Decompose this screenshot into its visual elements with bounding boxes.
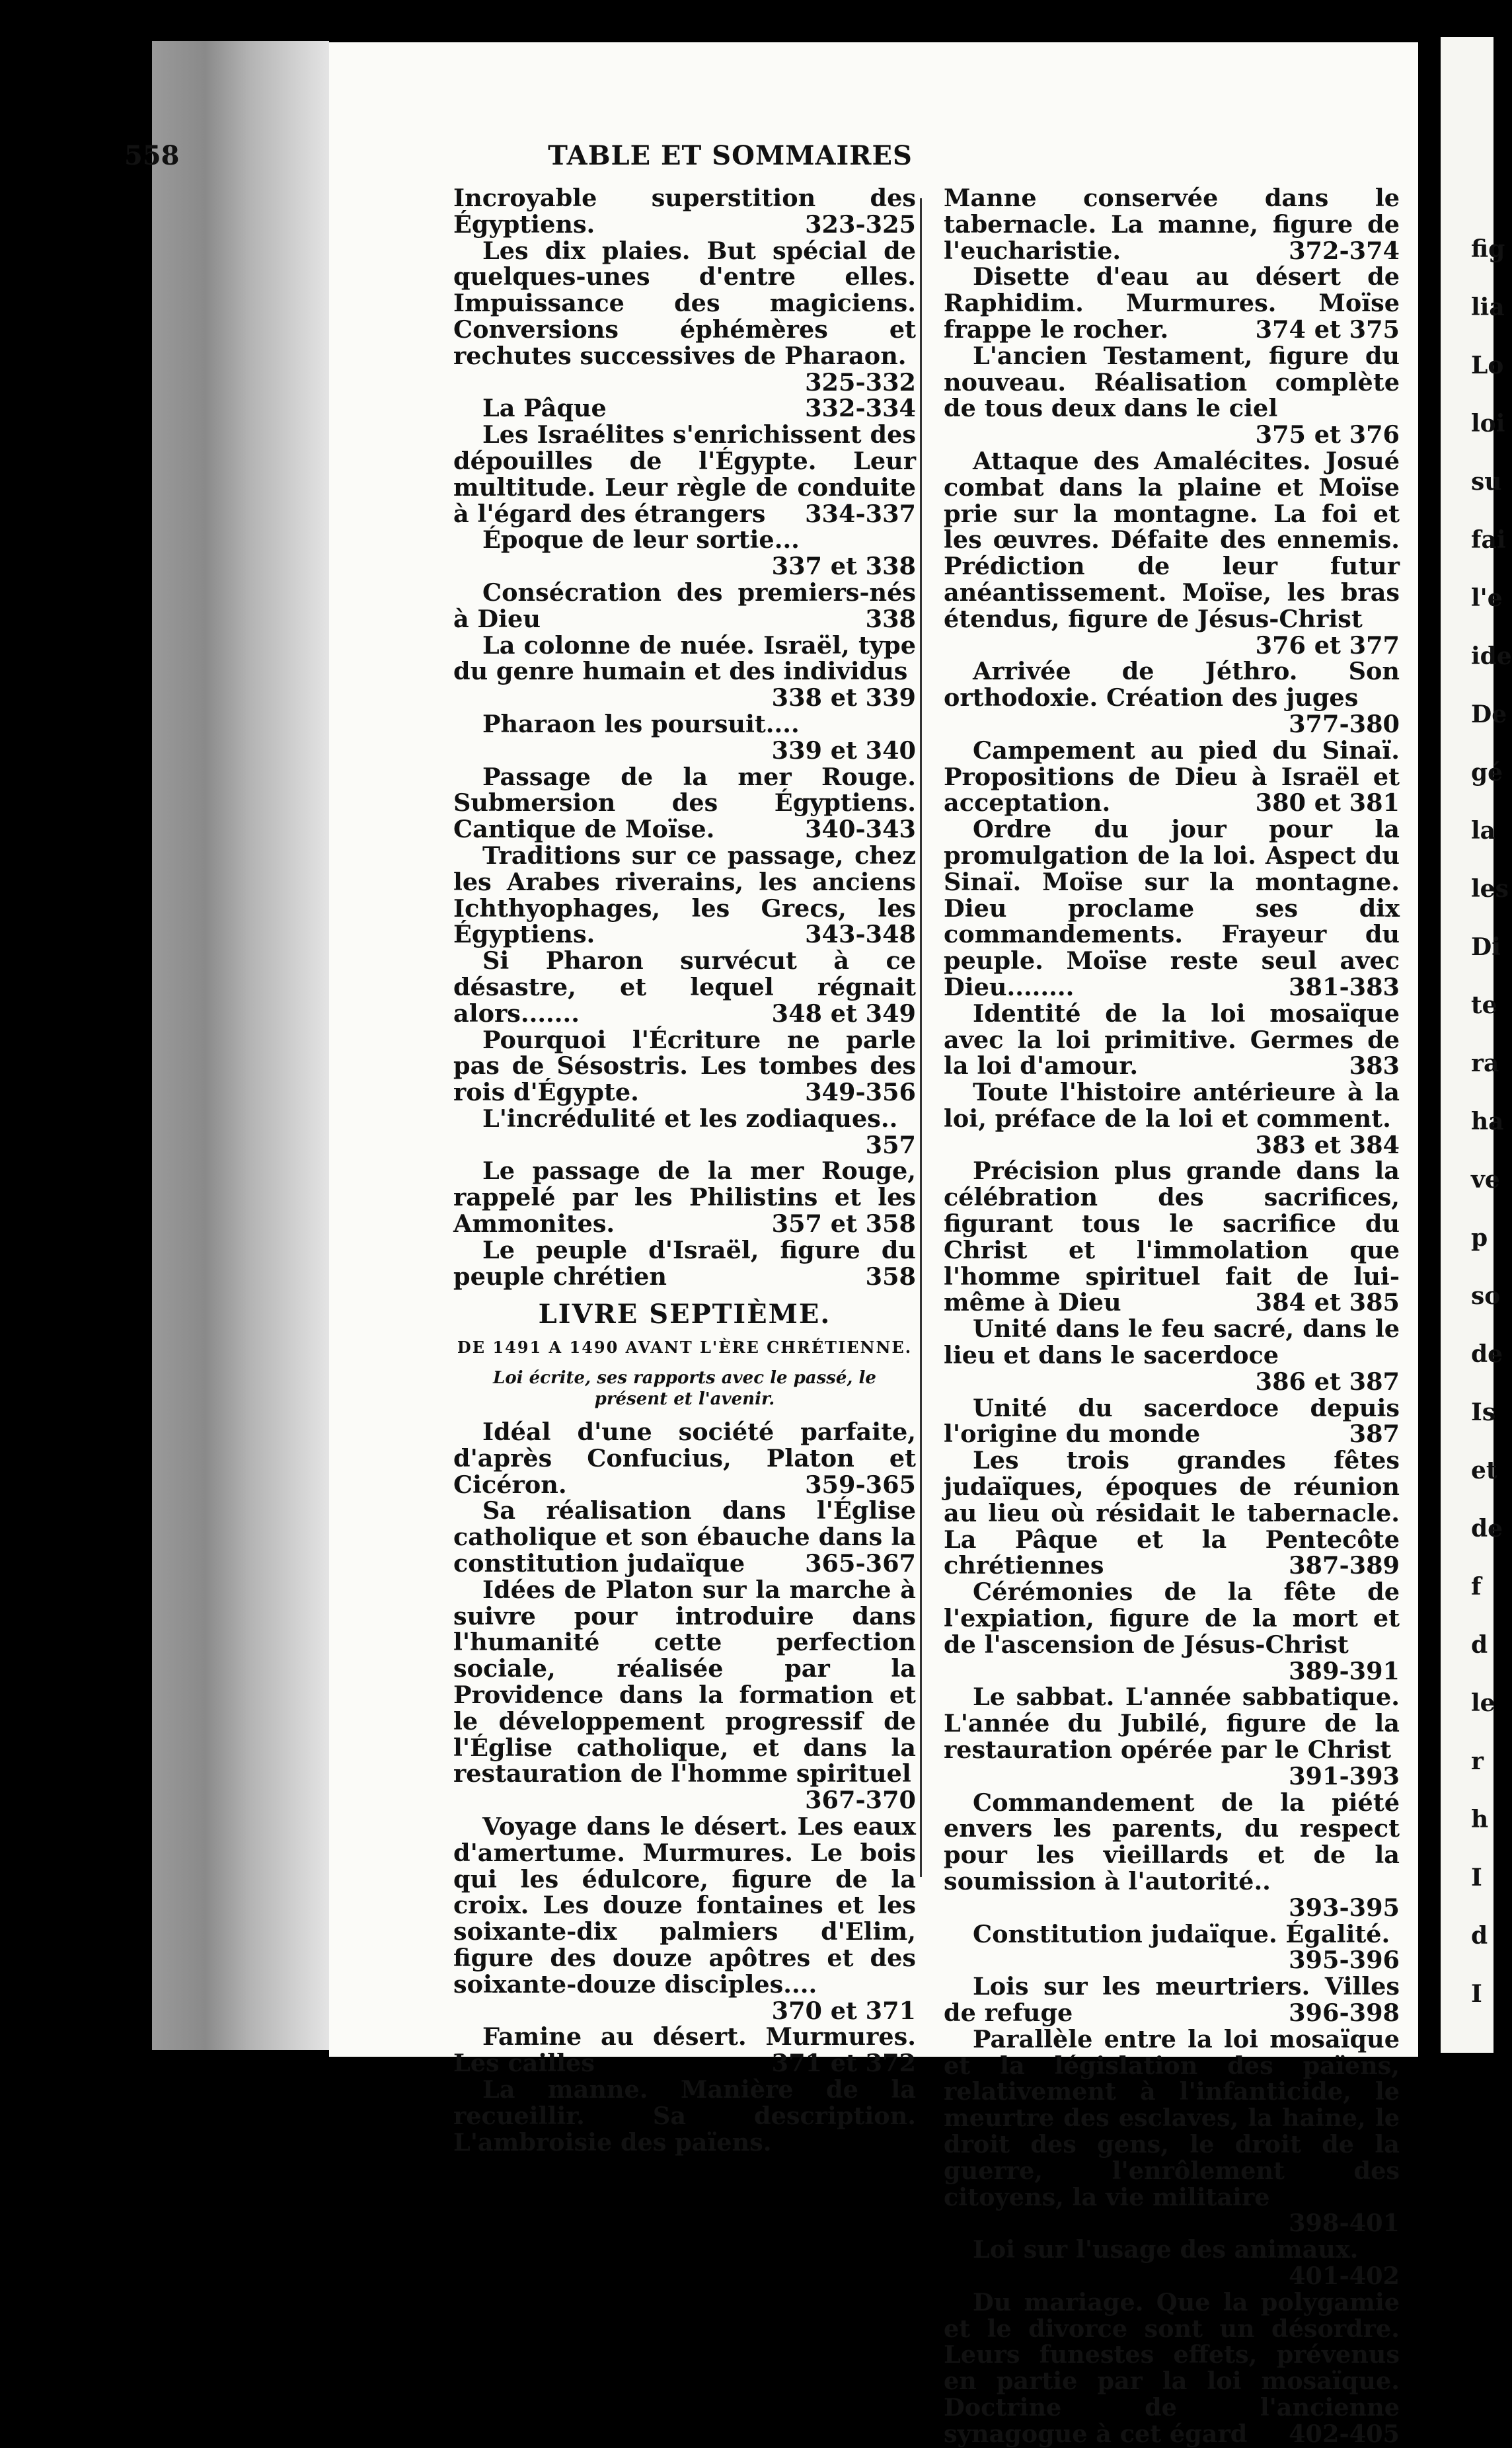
entry-page-ref: 348 et 349 bbox=[771, 999, 916, 1028]
index-entry bbox=[944, 2026, 1400, 2237]
entry-page-ref: 357 et 358 bbox=[771, 1209, 916, 1239]
index-entry bbox=[944, 738, 1400, 816]
entry-text: Idéal d'une société parfaite, d'après Confucius, Platon et Cicéron. bbox=[453, 1418, 916, 1499]
index-entry bbox=[453, 395, 916, 422]
entry-text: Du mariage. Que la polygamie et le divorce sont un désordre. Leurs funestes effets, prévenus en partie par la loi mosaïque. Doctrine de l'ancienne synagogue à cet égard bbox=[944, 2287, 1400, 2448]
running-title: TABLE ET SOMMAIRES bbox=[548, 140, 913, 171]
entry-page-ref: 375 et 376 bbox=[1255, 420, 1400, 449]
index-entry bbox=[453, 764, 916, 843]
entry-text: Traditions sur ce passage, chez les Arabes riverains, les anciens Ichthyophages, les Grecs, les Égyptiens. bbox=[453, 841, 916, 949]
index-entry bbox=[453, 1419, 916, 1498]
adjacent-page-fragment: ve bbox=[1471, 1166, 1500, 1194]
index-entry bbox=[944, 1158, 1400, 1316]
index-entry bbox=[944, 1973, 1400, 2026]
entry-page-ref: 396-398 bbox=[1289, 1998, 1400, 2027]
adjacent-page-fragment: ide bbox=[1471, 642, 1512, 670]
index-entry bbox=[453, 580, 916, 632]
adjacent-page-fragment: d bbox=[1471, 1922, 1488, 1950]
adjacent-page-fragment: f bbox=[1471, 1573, 1482, 1601]
entry-text: Arrivée de Jéthro. Son orthodoxie. Création des juges bbox=[944, 657, 1400, 712]
adjacent-page-fragment: ra bbox=[1471, 1050, 1499, 1077]
index-entry bbox=[453, 422, 916, 527]
entry-text: Manne conservée dans le tabernacle. La manne, figure de l'eucharistie. bbox=[944, 184, 1400, 265]
entry-page-ref: 372-374 bbox=[1289, 236, 1400, 265]
entry-text: Pourquoi l'Écriture ne parle pas de Sésostris. Les tombes des rois d'Égypte. bbox=[453, 1025, 916, 1107]
entry-page-ref: 338 bbox=[865, 604, 916, 633]
entry-text: Constitution judaïque. Égalité. bbox=[973, 1919, 1390, 1948]
index-entry bbox=[453, 1027, 916, 1106]
adjacent-page-fragment: r bbox=[1471, 1747, 1484, 1775]
entry-page-ref: 371 et 372 bbox=[771, 2049, 916, 2078]
entry-text: Incroyable superstition des Égyptiens. bbox=[453, 184, 916, 239]
entry-page-ref: 386 et 387 bbox=[1255, 1367, 1400, 1396]
adjacent-page-fragment: Di bbox=[1471, 933, 1501, 961]
adjacent-page-fragment: Is bbox=[1471, 1398, 1496, 1426]
index-entry bbox=[944, 1921, 1400, 1974]
adjacent-page-fragment: gé bbox=[1471, 759, 1503, 786]
index-entry bbox=[944, 264, 1400, 342]
entry-page-ref: 337 et 338 bbox=[771, 552, 916, 581]
section-subtitle: Loi écrite, ses rapports avec le passé, le présent et l'avenir. bbox=[493, 1368, 876, 1410]
index-entry bbox=[944, 1579, 1400, 1684]
page-number: 558 bbox=[124, 140, 180, 171]
index-entry bbox=[453, 2077, 916, 2155]
adjacent-page-fragment: fig bbox=[1471, 235, 1505, 263]
entry-text: Précision plus grande dans la célébration des sacrifices, figurant tous le sacrifice du Christ et l'immolation que l'homme spirituel fait de lui-même à Dieu bbox=[944, 1157, 1400, 1317]
adjacent-page-fragment: I bbox=[1471, 1864, 1482, 1892]
entry-text: Les dix plaies. But spécial de quelques-unes d'entre elles. Impuissance des magiciens. Conversions éphémères et rechutes successives de Pharaon. bbox=[453, 236, 916, 370]
entry-text: Voyage dans le désert. Les eaux d'amertume. Murmures. Le bois qui les édulcore, figure de la croix. Les douze fontaines et les soixante-dix palmiers d'Elim, figure des douze apôtres et des soixante-douze disciples.... bbox=[453, 1812, 916, 1999]
index-entry bbox=[944, 1790, 1400, 1921]
entry-text: Toute l'histoire antérieure à la loi, préface de la loi et comment. bbox=[944, 1078, 1400, 1133]
entry-page-ref: 338 et 339 bbox=[771, 683, 916, 712]
right-column bbox=[944, 185, 1400, 2447]
entry-text: Les trois grandes fêtes judaïques, époques de réunion au lieu où résidait le tabernacle. La Pâque et la Pentecôte chrétiennes bbox=[944, 1446, 1400, 1580]
index-entry bbox=[453, 1498, 916, 1576]
adjacent-page-fragment: la bbox=[1471, 817, 1496, 845]
index-entry bbox=[944, 1447, 1400, 1579]
index-entry bbox=[944, 1316, 1400, 1395]
entry-page-ref: 398-401 bbox=[1289, 2209, 1400, 2238]
index-entry bbox=[453, 843, 916, 948]
entry-page-ref: 376 et 377 bbox=[1255, 631, 1400, 660]
index-entry bbox=[944, 816, 1400, 1001]
adjacent-page-fragment: h bbox=[1471, 1806, 1489, 1833]
entry-text: Commandement de la piété envers les parents, du respect pour les vieillards et de la soumission à l'autorité.. bbox=[944, 1788, 1400, 1895]
entry-page-ref: 323-325 bbox=[805, 210, 916, 239]
index-entry bbox=[453, 1237, 916, 1290]
entry-page-ref: 383 et 384 bbox=[1255, 1130, 1400, 1159]
adjacent-page-fragment: so bbox=[1471, 1282, 1501, 1310]
entry-text: Lois sur les meurtriers. Villes de refuge bbox=[944, 1972, 1400, 2027]
adjacent-page-fragment: lia bbox=[1471, 293, 1505, 321]
entry-page-ref: 389-391 bbox=[1289, 1656, 1400, 1685]
index-entry bbox=[944, 185, 1400, 264]
entry-page-ref: 395-396 bbox=[1289, 1946, 1400, 1975]
entry-text: La colonne de nuée. Israël, type du genre humain et des individus bbox=[453, 631, 916, 686]
entry-text: Famine au désert. Murmures. Les cailles bbox=[453, 2022, 916, 2078]
adjacent-page-fragment: de bbox=[1471, 1515, 1503, 1543]
entry-text: Les Israélites s'enrichissent des dépouilles de l'Égypte. Leur multitude. Leur règle de conduite à l'égard des étrangers bbox=[453, 420, 916, 528]
index-entry bbox=[453, 527, 916, 580]
entry-text: Campement au pied du Sinaï. Propositions de Dieu à Israël et acceptation. bbox=[944, 736, 1400, 818]
index-entry bbox=[453, 1106, 916, 1159]
adjacent-page-fragment: et bbox=[1471, 1457, 1497, 1484]
entry-text: Le peuple d'Israël, figure du peuple chrétien bbox=[453, 1235, 916, 1291]
entry-text: Attaque des Amalécites. Josué combat dans la plaine et Moïse prie sur la montagne. La foi et les œuvres. Défaite des ennemis. Prédiction de leur futur anéantissement. Moïse, les bras étendus, figure de Jésus-Christ bbox=[944, 446, 1400, 633]
adjacent-page-fragment: loi bbox=[1471, 410, 1505, 438]
entry-page-ref: 357 bbox=[865, 1130, 916, 1159]
index-entry bbox=[453, 185, 916, 238]
entry-text: Ordre du jour pour la promulgation de la loi. Aspect du Sinaï. Moïse sur la montagne. Dieu proclame ses dix commandements. Frayeur du peuple. Moïse reste seul avec Dieu........ bbox=[944, 815, 1400, 1001]
index-entry bbox=[944, 2237, 1400, 2289]
index-entry bbox=[453, 948, 916, 1026]
index-entry bbox=[944, 343, 1400, 448]
entry-page-ref: 391-393 bbox=[1289, 1761, 1400, 1790]
entry-text: Identité de la loi mosaïque avec la loi primitive. Germes de la loi d'amour. bbox=[944, 999, 1400, 1081]
entry-text: Époque de leur sortie... bbox=[482, 525, 800, 555]
index-entry bbox=[453, 711, 916, 764]
entry-page-ref: 370 et 371 bbox=[771, 1996, 916, 2025]
index-entry bbox=[453, 632, 916, 711]
index-entry bbox=[453, 238, 916, 396]
entry-page-ref: 387-389 bbox=[1289, 1551, 1400, 1580]
entry-page-ref: 381-383 bbox=[1289, 972, 1400, 1001]
entry-text: Disette d'eau au désert de Raphidim. Murmures. Moïse frappe le rocher. bbox=[944, 262, 1400, 344]
entry-page-ref: 334-337 bbox=[805, 499, 916, 528]
book-spine-edge bbox=[152, 41, 329, 2050]
index-entry bbox=[944, 448, 1400, 658]
entry-page-ref: 339 et 340 bbox=[771, 736, 916, 765]
adjacent-page-fragment: te bbox=[1471, 991, 1497, 1019]
entry-text: Le passage de la mer Rouge, rappelé par les Philistins et les Ammonites. bbox=[453, 1157, 916, 1239]
section-title: LIVRE SEPTIÈME. bbox=[538, 1299, 831, 1330]
index-entry bbox=[944, 1684, 1400, 1789]
entry-page-ref: 377-380 bbox=[1289, 709, 1400, 738]
index-entry bbox=[944, 1079, 1400, 1158]
entry-text: Loi sur l'usage des animaux. bbox=[973, 2235, 1359, 2264]
index-entry bbox=[944, 1001, 1400, 1079]
index-entry bbox=[453, 1577, 916, 1814]
entry-text: Le sabbat. L'année sabbatique. L'année du Jubilé, figure de la restauration opérée par le Christ bbox=[944, 1683, 1400, 1765]
entry-text: Cérémonies de la fête de l'expiation, figure de la mort et de l'ascension de Jésus-Christ bbox=[944, 1578, 1400, 1659]
index-entry bbox=[944, 1395, 1400, 1448]
adjacent-page-edge bbox=[1441, 37, 1512, 2053]
entry-page-ref: 325-332 bbox=[805, 367, 916, 397]
entry-text: Parallèle entre la loi mosaïque et la législation des païens, relativement à l'infanticide, le meurtre des esclaves, la haine, le droit des gens, le droit de la guerre, l'enrôlement des citoyens, la vie militaire bbox=[944, 2024, 1400, 2211]
entry-page-ref: 340-343 bbox=[805, 815, 916, 844]
column-divider bbox=[920, 198, 922, 1877]
adjacent-page-fragment: le bbox=[1471, 1689, 1495, 1717]
adjacent-page-fragment: les bbox=[1471, 875, 1509, 903]
adjacent-page-fragment: de bbox=[1471, 1340, 1503, 1368]
entry-text: Unité du sacerdoce depuis l'origine du monde bbox=[944, 1393, 1400, 1449]
entry-text: La Pâque bbox=[482, 394, 607, 423]
entry-page-ref: 380 et 381 bbox=[1255, 788, 1400, 818]
index-entry bbox=[944, 658, 1400, 737]
entry-page-ref: 387 bbox=[1349, 1420, 1400, 1449]
entry-text: La manne. Manière de la recueillir. Sa description. L'ambroisie des païens. bbox=[453, 2075, 916, 2157]
entry-page-ref: 332-334 bbox=[805, 394, 916, 423]
entry-page-ref: 384 et 385 bbox=[1255, 1288, 1400, 1317]
entry-text: Unité dans le feu sacré, dans le lieu et dans le sacerdoce bbox=[944, 1315, 1400, 1370]
index-entry bbox=[453, 1158, 916, 1237]
entry-page-ref: 383 bbox=[1349, 1052, 1400, 1081]
entry-page-ref: 365-367 bbox=[805, 1549, 916, 1578]
entry-text: Si Pharon survécut à ce désastre, et lequel régnait alors....... bbox=[453, 946, 916, 1028]
index-entry bbox=[453, 2024, 916, 2077]
adjacent-page-fragment: l'e bbox=[1471, 584, 1503, 612]
adjacent-page-fragment: p bbox=[1471, 1224, 1488, 1252]
adjacent-page-fragment: fai bbox=[1471, 526, 1506, 554]
entry-page-ref: 359-365 bbox=[805, 1470, 916, 1499]
entry-page-ref: 343-348 bbox=[805, 920, 916, 949]
adjacent-page-fragment: Lo bbox=[1471, 352, 1504, 379]
adjacent-page-fragment: I bbox=[1471, 1980, 1482, 2008]
entry-text: Passage de la mer Rouge. Submersion des Égyptiens. Cantique de Moïse. bbox=[453, 762, 916, 844]
entry-page-ref: 367-370 bbox=[805, 1786, 916, 1815]
adjacent-page-fragment: su bbox=[1471, 468, 1502, 496]
adjacent-page-fragment: ha bbox=[1471, 1108, 1504, 1135]
entry-text: Pharaon les poursuit.... bbox=[482, 709, 800, 738]
index-entry bbox=[944, 2289, 1400, 2447]
entry-text: Consécration des premiers-nés à Dieu bbox=[453, 578, 916, 633]
entry-text: Sa réalisation dans l'Église catholique et son ébauche dans la constitution judaïque bbox=[453, 1496, 916, 1578]
index-entry bbox=[453, 1814, 916, 2024]
entry-text: L'ancien Testament, figure du nouveau. Réalisation complète de tous deux dans le ciel bbox=[944, 341, 1400, 423]
adjacent-page-fragment: De bbox=[1471, 701, 1507, 728]
left-column bbox=[453, 185, 916, 2155]
entry-page-ref: 374 et 375 bbox=[1255, 315, 1400, 344]
entry-text: L'incrédulité et les zodiaques.. bbox=[482, 1104, 898, 1133]
entry-page-ref: 402-405 bbox=[1289, 2419, 1400, 2448]
entry-page-ref: 393-395 bbox=[1289, 1893, 1400, 1922]
entry-page-ref: 401-402 bbox=[1289, 2261, 1400, 2290]
adjacent-page-fragment: d bbox=[1471, 1631, 1488, 1659]
entry-text: Idées de Platon sur la marche à suivre pour introduire dans l'humanité cette perfection sociale, réalisée par la Providence dans la formation et le développement progressif de l'Église catholique, et dans la restauration de l'homme spirituel bbox=[453, 1575, 916, 1788]
section-dates: DE 1491 A 1490 AVANT L'ÈRE CHRÉTIENNE. bbox=[457, 1338, 913, 1358]
entry-page-ref: 358 bbox=[865, 1262, 916, 1291]
entry-page-ref: 349-356 bbox=[805, 1078, 916, 1107]
